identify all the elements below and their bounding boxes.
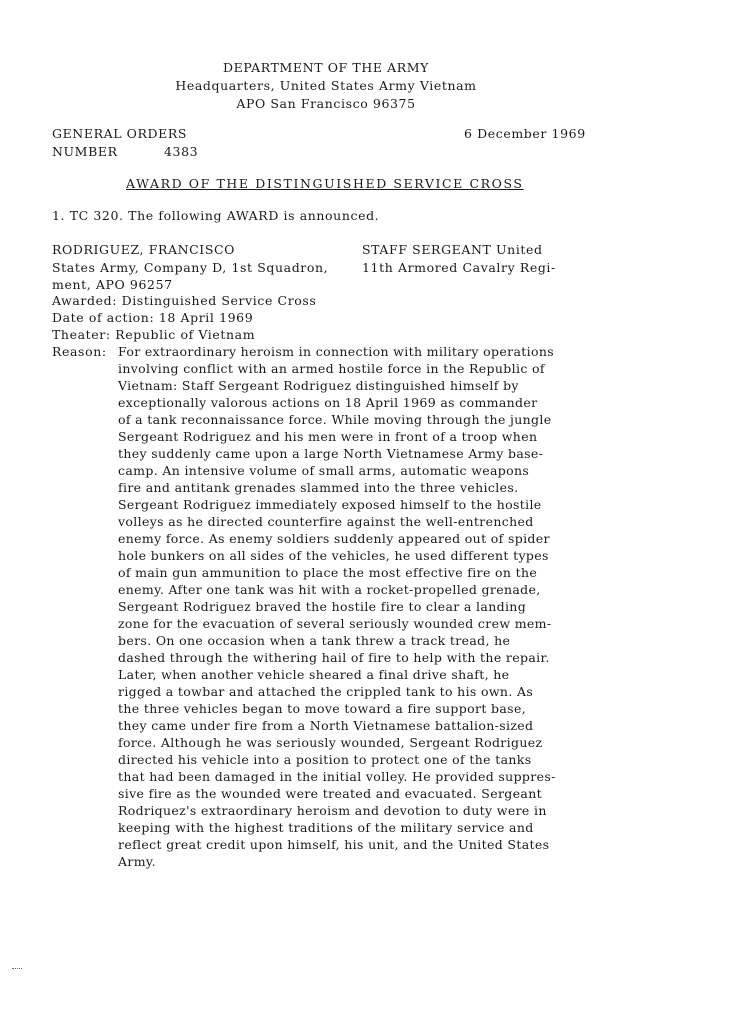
reason-line: volleys as he directed counterfire against the well-entrenched xyxy=(118,514,534,529)
order-date: 6 December 1969 xyxy=(464,126,586,141)
reason-line: Sergeant Rodriguez and his men were in front of a troop when xyxy=(118,429,538,444)
reason-line: they suddenly came upon a large North Vietnamese Army base- xyxy=(118,446,544,461)
reason-line: hole bunkers on all sides of the vehicles, he used different types xyxy=(118,548,549,563)
reason-line: they came under fire from a North Vietnamese battalion-sized xyxy=(118,718,534,733)
announcement-line: 1. TC 320. The following AWARD is announced. xyxy=(52,208,380,223)
general-orders-label: GENERAL ORDERS xyxy=(52,126,188,141)
department-heading: DEPARTMENT OF THE ARMY xyxy=(222,60,430,75)
reason-line: the three vehicles began to move toward a fire support base, xyxy=(118,701,527,716)
reason-line: Vietnam: Staff Sergeant Rodriguez distinguished himself by xyxy=(118,378,519,393)
reason-line: fire and antitank grenades slammed into the three vehicles. xyxy=(118,480,519,495)
recipient-unit-line-b: 11th Armored Cavalry Regi- xyxy=(362,260,556,275)
reason-line: zone for the evacuation of several seriously wounded crew mem- xyxy=(118,616,552,631)
reason-line: Sergeant Rodriguez braved the hostile fire to clear a landing xyxy=(118,599,527,614)
recipient-rank: STAFF SERGEANT United xyxy=(362,242,543,257)
reason-line: of a tank reconnaissance force. While moving through the jungle xyxy=(118,412,552,427)
order-number: 4383 xyxy=(164,144,199,159)
reason-line: exceptionally valorous actions on 18 April 1969 as commander xyxy=(118,395,538,410)
theater-field: Theater: Republic of Vietnam xyxy=(52,327,256,342)
reason-line: camp. An intensive volume of small arms, automatic weapons xyxy=(118,463,530,478)
recipient-unit-line-a: States Army, Company D, 1st Squadron, xyxy=(52,260,329,275)
reason-line: rigged a towbar and attached the crippled tank to his own. As xyxy=(118,684,534,699)
reason-line: Rodriquez's extraordinary heroism and devotion to duty were in xyxy=(118,803,547,818)
award-title: AWARD OF THE DISTINGUISHED SERVICE CROSS xyxy=(126,176,524,191)
reason-line: For extraordinary heroism in connection with military operations xyxy=(118,344,555,359)
scan-mark xyxy=(12,968,22,969)
reason-line: bers. On one occasion when a tank threw a track tread, he xyxy=(118,633,511,648)
reason-line: of main gun ammunition to place the most effective fire on the xyxy=(118,565,538,580)
reason-line: Army. xyxy=(118,854,156,869)
reason-line: sive fire as the wounded were treated and evacuated. Sergeant xyxy=(118,786,542,801)
recipient-apo-line: ment, APO 96257 xyxy=(52,277,173,292)
reason-line: dashed through the withering hail of fire to help with the repair. xyxy=(118,650,550,665)
reason-line: keeping with the highest traditions of the military service and xyxy=(118,820,534,835)
date-of-action-field: Date of action: 18 April 1969 xyxy=(52,310,254,325)
reason-line: reflect great credit upon himself, his unit, and the United States xyxy=(118,837,550,852)
reason-line: enemy force. As enemy soldiers suddenly appeared out of spider xyxy=(118,531,550,546)
reason-line: Sergeant Rodriguez immediately exposed himself to the hostile xyxy=(118,497,542,512)
reason-line: that had been damaged in the initial volley. He provided suppres- xyxy=(118,769,556,784)
reason-label: Reason: xyxy=(52,344,107,359)
reason-line: Later, when another vehicle sheared a final drive shaft, he xyxy=(118,667,510,682)
reason-line: directed his vehicle into a position to protect one of the tanks xyxy=(118,752,532,767)
number-label: NUMBER xyxy=(52,144,118,159)
awarded-field: Awarded: Distinguished Service Cross xyxy=(52,293,317,308)
headquarters-line: Headquarters, United States Army Vietnam xyxy=(175,78,477,93)
reason-line: force. Although he was seriously wounded, Sergeant Rodriguez xyxy=(118,735,543,750)
recipient-name: RODRIGUEZ, FRANCISCO xyxy=(52,242,236,257)
apo-line: APO San Francisco 96375 xyxy=(236,96,416,111)
reason-line: enemy. After one tank was hit with a rocket-propelled grenade, xyxy=(118,582,541,597)
reason-line: involving conflict with an armed hostile force in the Republic of xyxy=(118,361,545,376)
